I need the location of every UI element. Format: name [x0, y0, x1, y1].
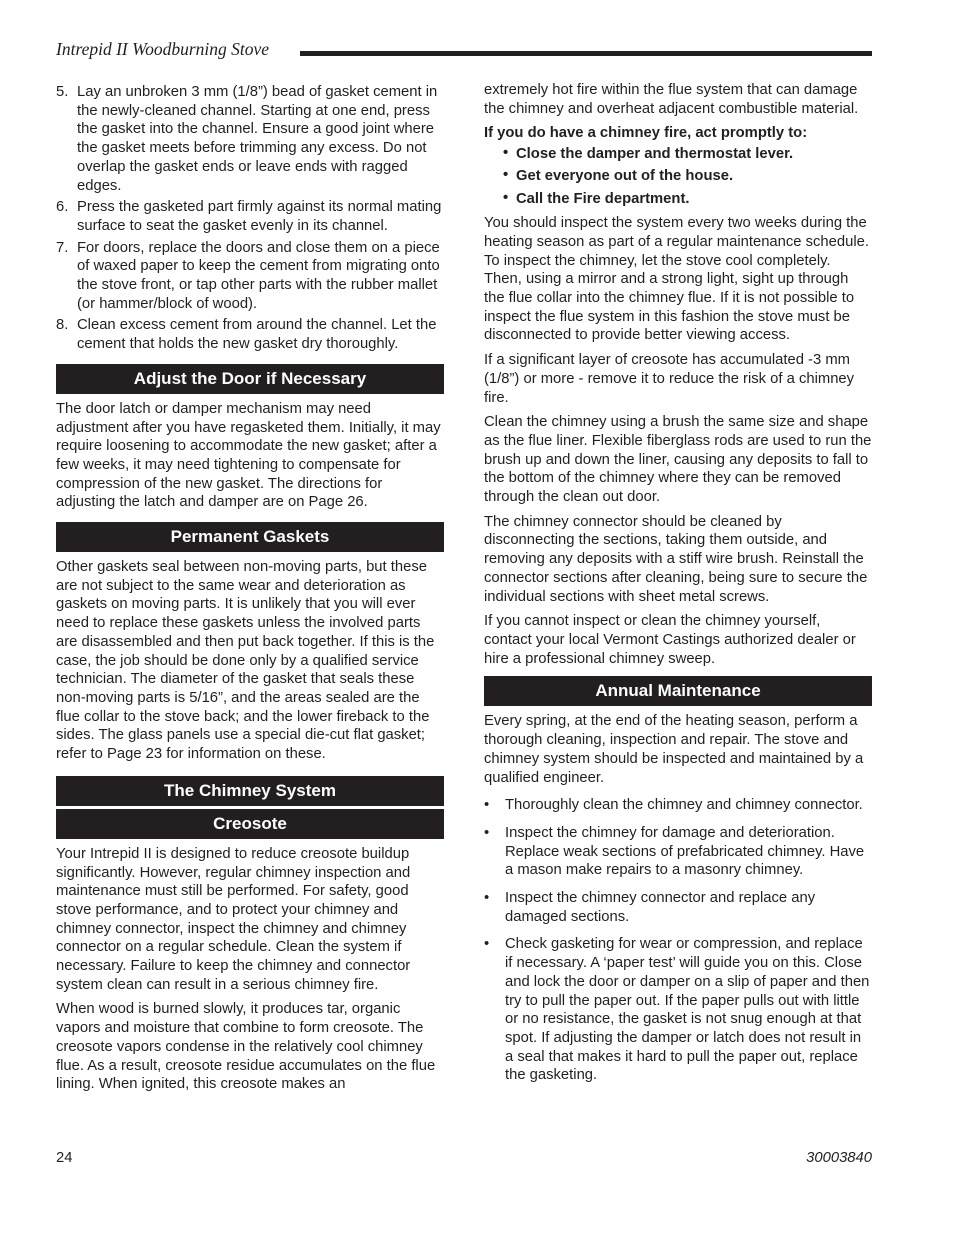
gasket-steps-list: [56, 83, 444, 354]
creosote-paragraph-2: When wood is burned slowly, it produces tar, organic vapors and moisture that combine to form creosote. The creosote vapors condense in the relatively cool chimney flue. As a result, creosote residue accumulates on the flue lining. When ignited, this creosote makes an: [56, 1001, 436, 1093]
list-item: [484, 145, 872, 164]
document-code: 30003840: [806, 1150, 872, 1166]
clean-chimney-paragraph: Clean the chimney using a brush the same size and shape as the flue liner. Flexible fiberglass rods are used to run the brush up and down the liner, causing any deposits to fall to the bottom of the chimney where they can be removed through the clean out door.: [484, 414, 872, 506]
bullet-icon: •: [484, 797, 490, 814]
list-item: [56, 239, 444, 314]
bullet-icon: •: [503, 189, 509, 206]
list-item: [56, 83, 444, 195]
bullet-text: Check gasketing for wear or compression, and replace if necessary. A ‘paper test’ will guide you on this. Close and lock the door or damper on a slip of paper and then try to pull the paper out. If the paper pulls out with little or no resistance, the gasket is not snug enough at that spot. If adjusting the damper or latch does not result in a seal that makes it hard to pull the paper out, replace the gasketing.: [505, 936, 870, 1084]
annual-maintenance-intro: Every spring, at the end of the heating season, perform a thorough cleaning, inspection and repair. The stove and chimney system should be inspected and maintained by a qualified engineer.: [484, 713, 864, 786]
list-item: [56, 316, 444, 353]
right-column: [484, 81, 872, 1094]
dealer-paragraph: If you cannot inspect or clean the chimney yourself, contact your local Vermont Castings authorized dealer or hire a professional chimney sweep.: [484, 613, 856, 667]
step-text: For doors, replace the doors and close them on a piece of waxed paper to keep the cement from migrating onto the stove front, or tap other parts with the rubber mallet (or hammer/block of wood).: [77, 239, 440, 312]
bullet-text: Inspect the chimney for damage and deterioration. Replace weak sections of prefabricated chimney. Have a mason make repairs to a masonry chimney.: [505, 824, 865, 879]
header-rule: [300, 51, 872, 56]
continued-paragraph: extremely hot fire within the flue system that can damage the chimney and overheat adjacent combustible material.: [484, 82, 859, 117]
list-item: [484, 167, 872, 186]
adjust-door-paragraph: The door latch or damper mechanism may need adjustment after you have regasketed them. Initially, it may require loosening to accommodate the new gasket; after a few weeks, it may need tightening to compensate for compression of the new gasket. The directions for adjusting the latch and damper are on Page 26.: [56, 400, 441, 511]
step-text: Lay an unbroken 3 mm (1/8”) bead of gasket cement in the newly-cleaned channel. Starting at one end, press the gasket into the channel. Ensure a good joint where the gasket meets before trimming any excess. Do not overlap the gasket ends or leave ends with ragged edges.: [77, 84, 438, 194]
step-number: 7.: [56, 239, 69, 256]
list-item: [484, 796, 872, 815]
annual-maintenance-list: [484, 796, 872, 1085]
step-text: Clean excess cement from around the channel. Let the cement that holds the new gasket dry thoroughly.: [77, 317, 437, 353]
bullet-icon: •: [484, 936, 490, 953]
chimney-fire-intro: If you do have a chimney fire, act promptly to:: [484, 125, 808, 142]
list-item: [56, 198, 444, 235]
step-text: Press the gasketed part firmly against its normal mating surface to seat the gasket evenly in its channel.: [77, 199, 442, 234]
list-item: [484, 889, 872, 926]
bullet-text: Thoroughly clean the chimney and chimney connector.: [505, 797, 863, 814]
fire-step-text: Get everyone out of the house.: [516, 168, 734, 185]
section-heading-annual-maintenance: Annual Maintenance: [484, 676, 872, 706]
bullet-icon: •: [503, 145, 509, 162]
section-heading-chimney-system: The Chimney System: [56, 776, 444, 806]
list-item: [484, 824, 872, 880]
fire-step-text: Call the Fire department.: [516, 190, 690, 207]
creosote-paragraph-1: Your Intrepid II is designed to reduce creosote buildup significantly. However, regular chimney inspection and maintenance must still be performed. For safety, good stove performance, and to protect your chimney and chimney connector, inspect the chimney and chimney connector on a regular schedule. Clean the system if necessary. Failure to keep the chimney and connector system clean can result in a serious chimney fire.: [56, 845, 411, 993]
bullet-icon: •: [484, 890, 490, 907]
bullet-icon: •: [484, 824, 490, 841]
subsection-heading-creosote: Creosote: [56, 809, 444, 839]
list-item: [484, 190, 872, 209]
chimney-connector-paragraph: The chimney connector should be cleaned by disconnecting the sections, taking them outside, and removing any deposits with a stiff wire brush. Reinstall the connector sections after cleaning, being sure to secure the individual sections with sheet metal screws.: [484, 513, 868, 605]
permanent-gaskets-paragraph: Other gaskets seal between non-moving parts, but these are not subject to the same wear and deterioration as gaskets on moving parts. It is unlikely that you will ever need to replace these gaskets unless the involved parts are disassembled and then put back together. If this is the case, the job should be done only by a qualified service technician. The diameter of the gasket that seals these non-moving parts is 5/16”, and the areas sealed are the flue collar to the stove back; and the lower fireback to the sides. The glass panels use a special die-cut flat gasket; refer to Page 23 for information on these.: [56, 559, 435, 763]
creosote-layer-paragraph: If a significant layer of creosote has accumulated -3 mm (1/8”) or more - remove it to reduce the risk of a chimney fire.: [484, 352, 855, 406]
section-heading-permanent-gaskets: Permanent Gaskets: [56, 522, 444, 552]
list-item: [484, 935, 872, 1085]
fire-step-text: Close the damper and thermostat lever.: [516, 146, 794, 163]
step-number: 8.: [56, 317, 69, 334]
bullet-icon: •: [503, 167, 509, 184]
step-number: 6.: [56, 199, 69, 216]
running-header-title: Intrepid II Woodburning Stove: [56, 39, 270, 59]
bullet-text: Inspect the chimney connector and replace any damaged sections.: [505, 890, 816, 925]
left-column: [56, 83, 444, 1100]
inspect-paragraph: You should inspect the system every two weeks during the heating season as part of a regular maintenance schedule. To inspect the chimney, let the stove cool completely. Then, using a mirror and a strong light, sight up through the flue collar into the chimney flue. If it is not possible to inspect the flue system in this fashion the stove must be disconnected to provide better viewing access.: [484, 215, 869, 344]
chimney-fire-steps: [484, 145, 872, 208]
page-number: 24: [56, 1150, 73, 1166]
step-number: 5.: [56, 84, 69, 100]
section-heading-adjust-door: Adjust the Door if Necessary: [56, 364, 444, 394]
